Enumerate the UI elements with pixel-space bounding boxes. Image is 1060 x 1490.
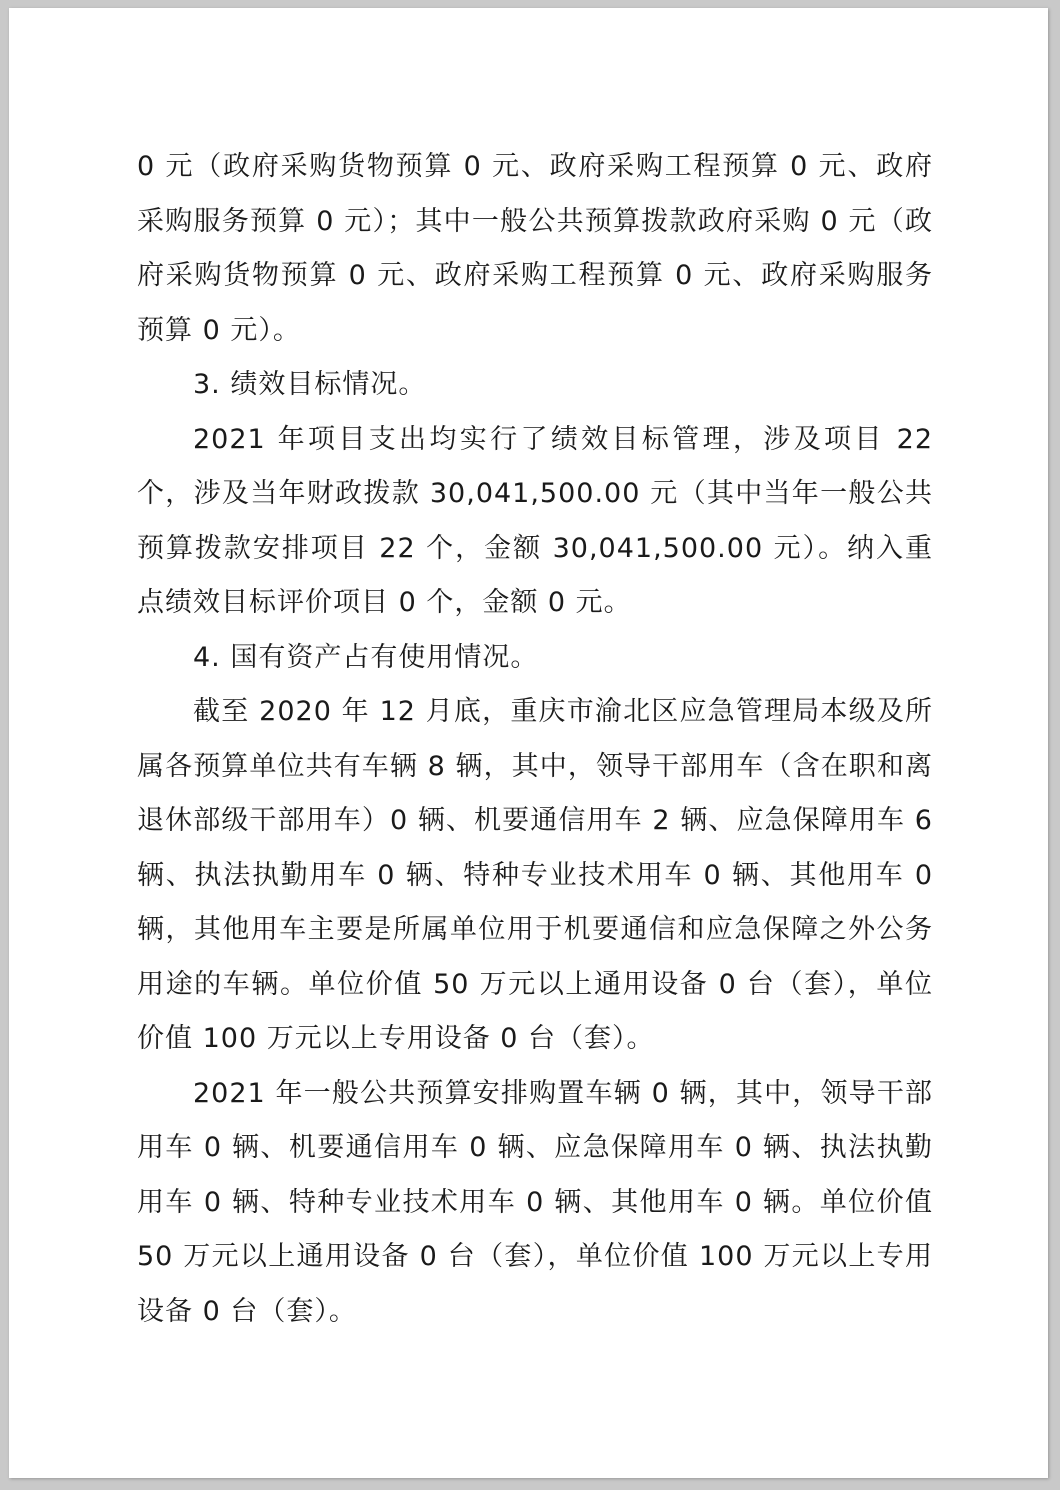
heading-state-assets: 4. 国有资产占有使用情况。 [193,641,539,673]
paragraph-performance-goals: 2021 年项目支出均实行了绩效目标管理，涉及项目 22 个，涉及当年财政拨款 30,041,500.00 元（其中当年一般公共预算拨款安排项目 22 个，金额 30,041,500.00 元）。纳入重点绩效目标评价项目 0 个，金额 0 元。 [137,423,933,618]
paragraph-state-assets: 截至 2020 年 12 月底，重庆市渝北区应急管理局本级及所属各预算单位共有车辆 8 辆，其中，领导干部用车（含在职和离退休部级干部用车）0 辆、机要通信用车 2 辆、应急保障用车 6 辆、执法执勤用车 0 辆、特种专业技术用车 0 辆、其他用车 0 辆，其他用车主要是所属单位用于机要通信和应急保障之外公务用途的车辆。单位价值 50 万元以上通用设备 0 台（套），单位价值 100 万元以上专用设备 0 台（套）。 [137,696,933,1054]
paragraph-vehicle-purchase: 2021 年一般公共预算安排购置车辆 0 辆，其中，领导干部用车 0 辆、机要通信用车 0 辆、应急保障用车 0 辆、执法执勤用车 0 辆、特种专业技术用车 0 辆、其他用车 0 辆。单位价值 50 万元以上通用设备 0 台（套），单位价值 100 万元以上专用设备 0 台（套）。 [137,1077,933,1327]
document-body [137,140,933,1339]
document-page [9,8,1048,1478]
heading-performance-goals: 3. 绩效目标情况。 [193,369,427,400]
paragraph-procurement-continuation: 0 元（政府采购货物预算 0 元、政府采购工程预算 0 元、政府采购服务预算 0 元）；其中一般公共预算拨款政府采购 0 元（政府采购货物预算 0 元、政府采购工程预算 0 元、政府采购服务预算 0 元）。 [137,151,933,346]
